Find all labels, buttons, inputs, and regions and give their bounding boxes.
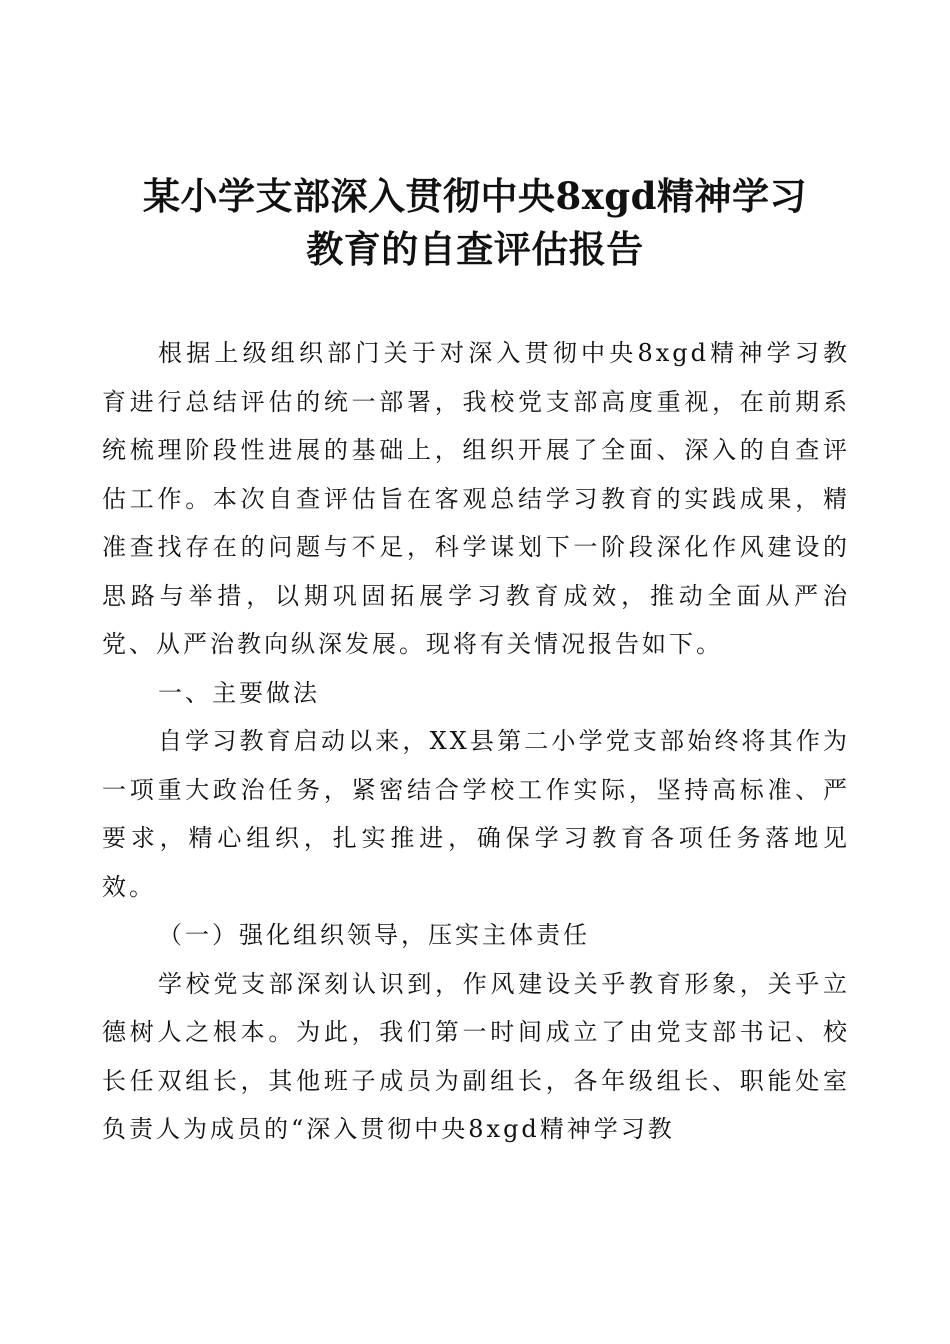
title-line-1: 某小学支部深入贯彻中央8xgd精神学习 bbox=[142, 174, 808, 218]
section-heading-main-practices: 一、主要做法 bbox=[158, 678, 320, 707]
document-body bbox=[102, 329, 850, 1154]
title-line-2: 教育的自查评估报告 bbox=[306, 227, 644, 271]
body-paragraph: 自学习教育启动以来，XX县第二小学党支部始终将其作为一项重大政治任务，紧密结合学校工作实际，坚持高标准、严要求，精心组织，扎实推进，确保学习教育各项任务落地见效。 bbox=[102, 727, 850, 901]
intro-paragraph: 根据上级组织部门关于对深入贯彻中央8xgd精神学习教育进行总结评估的统一部署，我校党支部高度重视，在前期系统梳理阶段性进展的基础上，组织开展了全面、深入的自查评估工作。本次自查评估旨在客观总结学习教育的实践成果，精准查找存在的问题与不足，科学谋划下一阶段深化作风建设的思路与举措，以期巩固拓展学习教育成效，推动全面从严治党、从严治教向纵深发展。现将有关情况报告如下。 bbox=[102, 339, 850, 658]
subsection-heading-leadership: （一）强化组织领导，压实主体责任 bbox=[158, 921, 590, 949]
body-paragraph: 学校党支部深刻认识到，作风建设关乎教育形象，关乎立德树人之根本。为此，我们第一时间成立了由党支部书记、校长任双组长，其他班子成员为副组长，各年级组长、职能处室负责人为成员的“深入贯彻中央8xgd精神学习教 bbox=[102, 969, 850, 1143]
document-title bbox=[90, 170, 860, 276]
